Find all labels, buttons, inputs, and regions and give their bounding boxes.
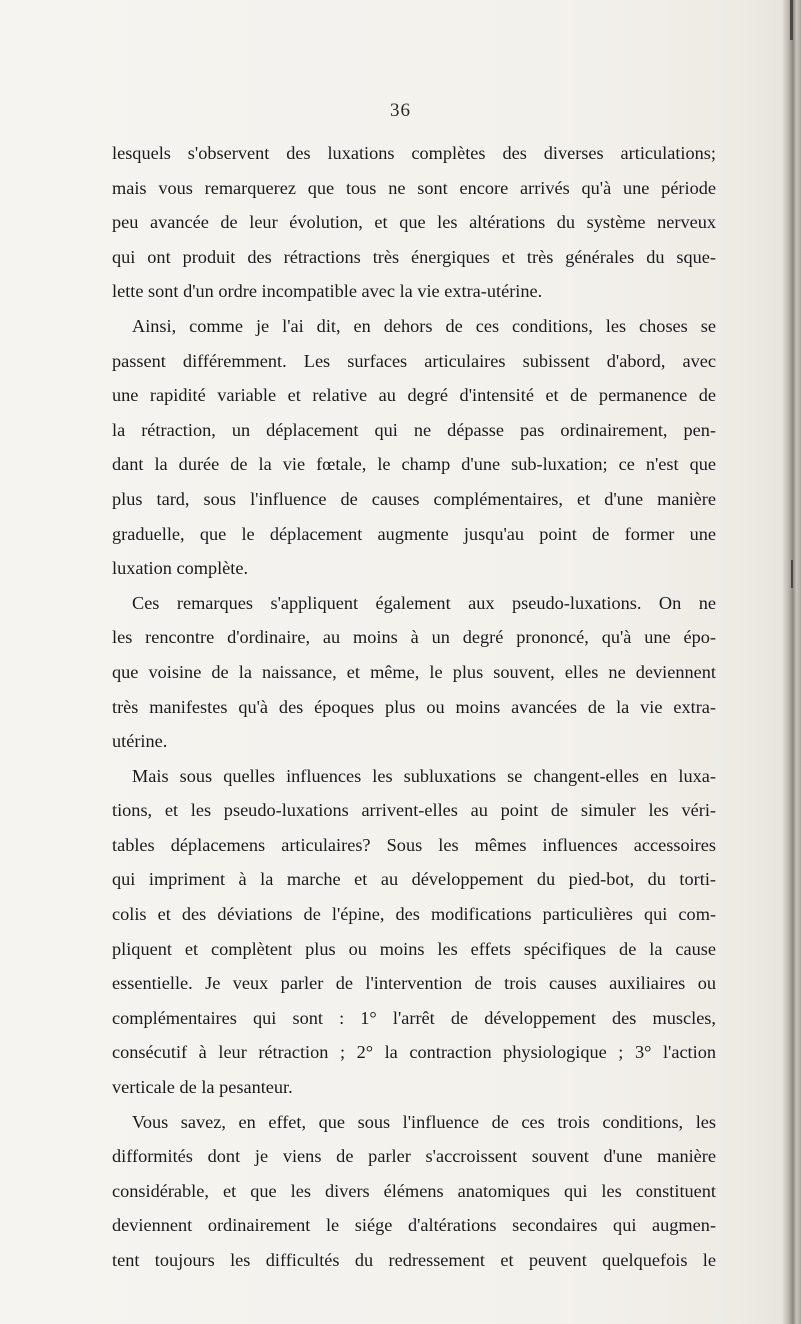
text-line: lesquels s'observent des luxations complètes des diverses articulations; — [112, 143, 716, 163]
text-line: essentielle. Je veux parler de l'intervention de trois causes auxiliaires ou — [112, 973, 716, 994]
text-line: complémentaires qui sont : 1° l'arrêt de développement des muscles, — [112, 1007, 716, 1028]
text-line: verticale de la pesanteur. — [112, 1077, 293, 1098]
text-line: tables déplacemens articulaires? Sous les mêmes influences accessoires — [112, 834, 716, 855]
text-line: lette sont d'un ordre incompatible avec la vie extra-utérine. — [112, 281, 543, 302]
text-line: mais vous remarquerez que tous ne sont encore arrivés qu'à une période — [112, 177, 716, 198]
text-line: tions, et les pseudo-luxations arrivent-elles au point de simuler les véri- — [112, 800, 716, 821]
text-line: peu avancée de leur évolution, et que les altérations du système nerveux — [112, 212, 716, 233]
text-line: difformités dont je viens de parler s'accroissent souvent d'une manière — [112, 1146, 716, 1167]
text-line: graduelle, que le déplacement augmente jusqu'au point de former une — [112, 523, 716, 544]
text-line: Ces remarques s'appliquent également aux pseudo-luxations. On ne — [132, 592, 716, 613]
text-line: les rencontre d'ordinaire, au moins à un degré prononcé, qu'à une épo- — [112, 627, 716, 648]
text-line: Vous savez, en effet, que sous l'influence de ces trois conditions, les — [132, 1111, 716, 1132]
body-text — [112, 136, 716, 1278]
edge-shadow — [790, 0, 793, 40]
text-line: deviennent ordinairement le siége d'altérations secondaires qui augmen- — [112, 1215, 716, 1236]
text-line: pliquent et complètent plus ou moins les effets spécifiques de la cause — [112, 938, 716, 959]
page-number: 36 — [390, 100, 411, 121]
page-edge — [783, 0, 801, 1324]
text-line: dant la durée de la vie fœtale, le champ d'une sub-luxation; ce n'est que — [112, 454, 716, 475]
text-line: la rétraction, un déplacement qui ne dépasse pas ordinairement, pen- — [112, 419, 716, 440]
text-line: Mais sous quelles influences les subluxations se changent-elles en luxa- — [132, 765, 716, 786]
text-line: passent différemment. Les surfaces articulaires subissent d'abord, avec — [112, 350, 716, 371]
text-line: une rapidité variable et relative au degré d'intensité et de permanence de — [112, 385, 716, 406]
text-line: tent toujours les difficultés du redressement et peuvent quelquefois le — [112, 1250, 716, 1270]
text-line: considérable, et que les divers élémens anatomiques qui les constituent — [112, 1180, 716, 1201]
text-line: luxation complète. — [112, 558, 249, 579]
text-line: colis et des déviations de l'épine, des modifications particulières qui com- — [112, 904, 716, 925]
text-line: consécutif à leur rétraction ; 2° la contraction physiologique ; 3° l'action — [112, 1042, 716, 1063]
text-line: que voisine de la naissance, et même, le plus souvent, elles ne deviennent — [112, 661, 716, 682]
text-line: qui impriment à la marche et au développement du pied-bot, du torti- — [112, 869, 716, 890]
text-line: très manifestes qu'à des époques plus ou moins avancées de la vie extra- — [112, 696, 716, 717]
text-line: utérine. — [112, 731, 168, 752]
text-line: Ainsi, comme je l'ai dit, en dehors de ces conditions, les choses se — [132, 315, 716, 336]
text-line: plus tard, sous l'influence de causes complémentaires, et d'une manière — [112, 488, 716, 509]
text-line: qui ont produit des rétractions très énergiques et très générales du sque- — [112, 246, 716, 267]
edge-shadow — [791, 560, 793, 588]
